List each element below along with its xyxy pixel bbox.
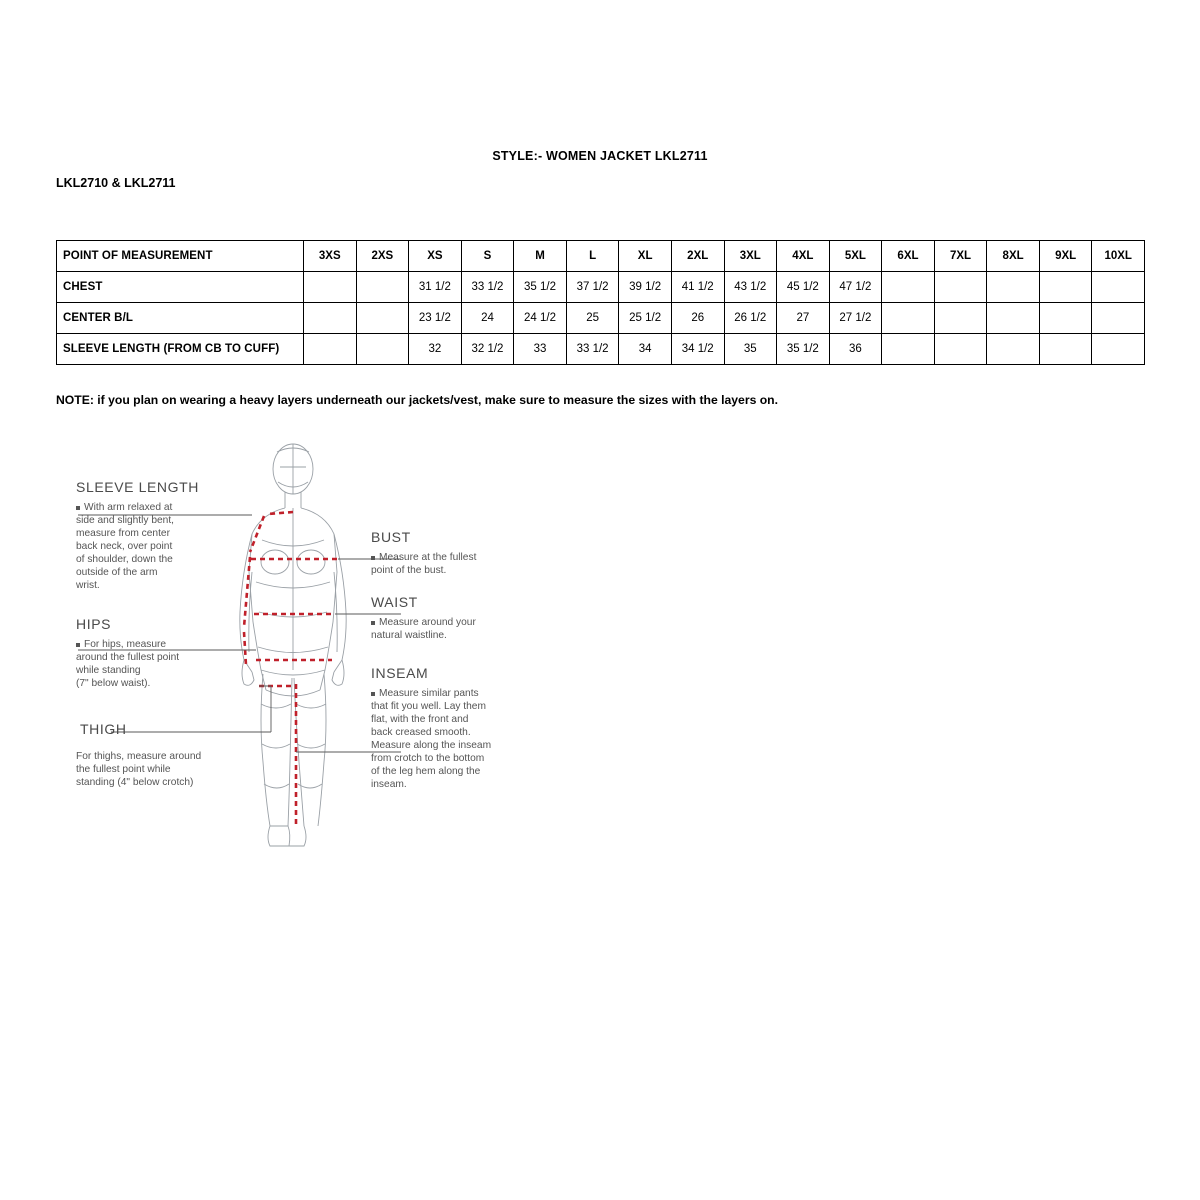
- bullet-icon: [76, 506, 80, 510]
- cell-sleeve-8xl: [987, 334, 1040, 365]
- cell-centerbl-2xs: [356, 303, 409, 334]
- cell-centerbl-xl: 25 1/2: [619, 303, 672, 334]
- cell-centerbl-l: 25: [566, 303, 619, 334]
- cell-centerbl-4xl: 27: [777, 303, 830, 334]
- column-header-m: M: [514, 241, 567, 272]
- table-header-row: [57, 241, 1145, 272]
- cell-centerbl-9xl: [1039, 303, 1092, 334]
- sleeve-dash-shoulder: [268, 512, 293, 514]
- row-label-sleeve-length: SLEEVE LENGTH (FROM CB TO CUFF): [57, 334, 304, 365]
- column-header-2xs: 2XS: [356, 241, 409, 272]
- cell-chest-4xl: 45 1/2: [777, 272, 830, 303]
- cell-centerbl-m: 24 1/2: [514, 303, 567, 334]
- cell-sleeve-6xl: [882, 334, 935, 365]
- cell-centerbl-s: 24: [461, 303, 514, 334]
- measurement-dashed-lines: [244, 512, 338, 826]
- cell-chest-2xs: [356, 272, 409, 303]
- column-header-9xl: 9XL: [1039, 241, 1092, 272]
- cell-chest-8xl: [987, 272, 1040, 303]
- bullet-icon: [76, 643, 80, 647]
- bullet-icon: [371, 692, 375, 696]
- cell-chest-3xl: 43 1/2: [724, 272, 777, 303]
- callout-thigh-title: THIGH: [80, 721, 127, 737]
- column-header-8xl: 8XL: [987, 241, 1040, 272]
- cell-sleeve-l: 33 1/2: [566, 334, 619, 365]
- style-code-label: LKL2710 & LKL2711: [56, 176, 176, 190]
- cell-sleeve-10xl: [1092, 334, 1145, 365]
- cell-centerbl-2xl: 26: [671, 303, 724, 334]
- bullet-icon: [371, 556, 375, 560]
- column-header-3xl: 3XL: [724, 241, 777, 272]
- cell-sleeve-9xl: [1039, 334, 1092, 365]
- row-label-chest: CHEST: [57, 272, 304, 303]
- cell-centerbl-3xl: 26 1/2: [724, 303, 777, 334]
- cell-chest-5xl: 47 1/2: [829, 272, 882, 303]
- cell-sleeve-7xl: [934, 334, 987, 365]
- row-label-center-bl: CENTER B/L: [57, 303, 304, 334]
- callout-waist-body: Measure around your natural waistline.: [371, 617, 476, 641]
- callout-thigh: [76, 721, 204, 788]
- cell-sleeve-m: 33: [514, 334, 567, 365]
- cell-sleeve-4xl: 35 1/2: [777, 334, 830, 365]
- callout-inseam-body: Measure similar pants that fit you well. Lay them flat, with the front and back creased smooth. Measure along the inseam from crotch to the bottom of the leg hem along the inseam.: [371, 688, 492, 790]
- column-header-s: S: [461, 241, 514, 272]
- cell-centerbl-5xl: 27 1/2: [829, 303, 882, 334]
- cell-sleeve-s: 32 1/2: [461, 334, 514, 365]
- callout-hips-title: HIPS: [76, 616, 112, 632]
- column-header-xs: XS: [409, 241, 462, 272]
- callout-hips: [75, 616, 182, 689]
- cell-sleeve-3xl: 35: [724, 334, 777, 365]
- table-row: [57, 303, 1145, 334]
- leader-thigh: [111, 686, 271, 732]
- mannequin-illustration: [240, 444, 346, 846]
- cell-chest-7xl: [934, 272, 987, 303]
- callout-thigh-body: For thighs, measure around the fullest point while standing (4" below crotch): [76, 751, 202, 788]
- column-header-3xs: 3XS: [304, 241, 357, 272]
- column-header-2xl: 2XL: [671, 241, 724, 272]
- column-header-4xl: 4XL: [777, 241, 830, 272]
- measurement-guide-figure: [56, 422, 526, 882]
- cell-chest-m: 35 1/2: [514, 272, 567, 303]
- table-row: [57, 272, 1145, 303]
- size-table-container: [56, 240, 1145, 365]
- cell-sleeve-xs: 32: [409, 334, 462, 365]
- cell-centerbl-7xl: [934, 303, 987, 334]
- cell-centerbl-3xs: [304, 303, 357, 334]
- cell-sleeve-xl: 34: [619, 334, 672, 365]
- cell-chest-6xl: [882, 272, 935, 303]
- bullet-icon: [371, 621, 375, 625]
- cell-sleeve-3xs: [304, 334, 357, 365]
- cell-chest-3xs: [304, 272, 357, 303]
- callout-inseam-title: INSEAM: [371, 665, 429, 681]
- cell-chest-9xl: [1039, 272, 1092, 303]
- cell-chest-s: 33 1/2: [461, 272, 514, 303]
- callout-bust: [371, 529, 479, 576]
- callout-sleeve-title: SLEEVE LENGTH: [76, 479, 199, 495]
- cell-chest-2xl: 41 1/2: [671, 272, 724, 303]
- callout-hips-body: For hips, measure around the fullest point while standing (7" below waist).: [76, 639, 180, 689]
- column-header-l: L: [566, 241, 619, 272]
- callout-bust-title: BUST: [371, 529, 411, 545]
- column-header-point-of-measurement: POINT OF MEASUREMENT: [57, 241, 304, 272]
- cell-sleeve-5xl: 36: [829, 334, 882, 365]
- column-header-5xl: 5XL: [829, 241, 882, 272]
- cell-sleeve-2xl: 34 1/2: [671, 334, 724, 365]
- callout-sleeve-body: With arm relaxed at side and slightly bent, measure from center back neck, over point of shoulder, down the outside of the arm wrist.: [76, 502, 174, 591]
- cell-centerbl-10xl: [1092, 303, 1145, 334]
- note-text: NOTE: if you plan on wearing a heavy layers underneath our jackets/vest, make sure to measure the sizes with the layers on.: [56, 393, 779, 407]
- cell-chest-xl: 39 1/2: [619, 272, 672, 303]
- cell-chest-xs: 31 1/2: [409, 272, 462, 303]
- callout-inseam: [371, 665, 494, 790]
- cell-chest-10xl: [1092, 272, 1145, 303]
- cell-sleeve-2xs: [356, 334, 409, 365]
- callout-sleeve-length: [75, 479, 199, 591]
- page-title: STYLE:- WOMEN JACKET LKL2711: [492, 149, 708, 163]
- column-header-6xl: 6XL: [882, 241, 935, 272]
- callout-waist-title: WAIST: [371, 594, 418, 610]
- table-row: [57, 334, 1145, 365]
- cell-centerbl-6xl: [882, 303, 935, 334]
- callout-waist: [371, 594, 479, 641]
- column-header-10xl: 10XL: [1092, 241, 1145, 272]
- table-header: [57, 241, 1145, 272]
- cell-chest-l: 37 1/2: [566, 272, 619, 303]
- column-header-xl: XL: [619, 241, 672, 272]
- cell-centerbl-8xl: [987, 303, 1040, 334]
- column-header-7xl: 7XL: [934, 241, 987, 272]
- callout-bust-body: Measure at the fullest point of the bust.: [371, 552, 477, 576]
- cell-centerbl-xs: 23 1/2: [409, 303, 462, 334]
- table-body: [57, 272, 1145, 365]
- size-measurement-table: [56, 240, 1145, 365]
